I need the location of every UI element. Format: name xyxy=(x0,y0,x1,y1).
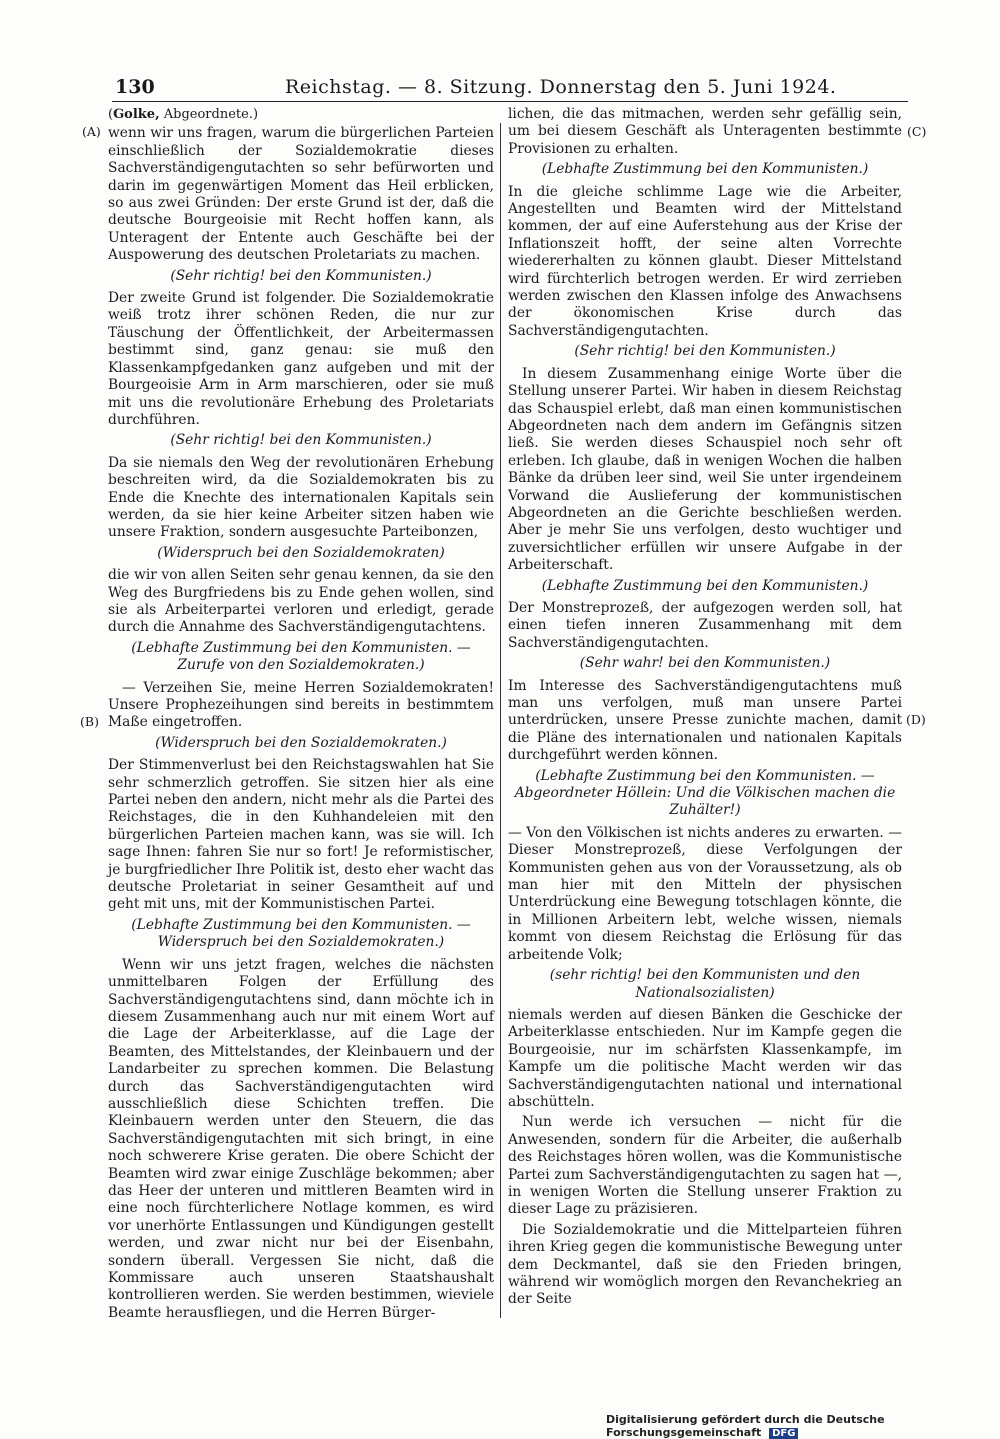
paragraph: Der zweite Grund ist folgender. Die Sozialdemokratie weiß trotz ihrer schönen Reden, die nur zur Täuschung der Öffentlichkeit, der Arbeitermassen bestimmt sind, ganz genau: sie muß den Klassenkampfgedanken ganz aufgeben und mit der Bourgeoisie Arm in Arm marschieren, oder sie muß mit uns die revolutionäre Erhebung des Proletariats durchführen. xyxy=(108,290,494,428)
interjection: (sehr richtig! bei den Kommunisten und den Nationalsozialisten) xyxy=(549,967,861,1001)
interjection: (Lebhafte Zustimmung bei den Kommunisten. — Abgeordneter Höllein: Und die Völkischen machen die Zuhälter!) xyxy=(514,767,896,819)
dfg-logo: DFG xyxy=(769,1428,798,1439)
interjection: (Lebhafte Zustimmung bei den Kommunisten.) xyxy=(541,577,869,594)
speaker-role: Abgeordnete.) xyxy=(163,107,259,122)
paragraph: — Von den Völkischen ist nichts anderes zu erwarten. — Dieser Monstreprozeß, diese Verfolgungen der Kommunisten gehen aus von der Voraussetzung, als ob man hier mit den Mitteln der physischen Unterdrückung eine Bewegung totschlagen könnte, die in Millionen Arbeitern lebt, welche wissen, niemals kommt von diesem Reichstag die Erlösung für das arbeitende Volk; xyxy=(508,824,902,963)
paragraph: Im Interesse des Sachverständigengutachtens muß man uns verfolgen, muß man unsere Partei unterdrücken, unsere Presse zunichte machen, damit die Pläne des internationalen und nationalen Kapitals durchgeführt werden können. xyxy=(508,677,902,764)
interjection: (Lebhafte Zustimmung bei den Kommunisten. — Widerspruch bei den Sozialdemokraten.) xyxy=(131,916,471,951)
paragraph: — Verzeihen Sie, meine Herren Sozialdemokraten! Unsere Prophezeihungen sind bereits in bestimmtem Maße eingetroffen. xyxy=(108,679,494,731)
interjection: (Sehr richtig! bei den Kommunisten.) xyxy=(170,267,432,284)
interjection: (Widerspruch bei den Sozialdemokraten.) xyxy=(155,734,447,751)
paragraph: Nun werde ich versuchen — nicht für die Anwesenden, sondern für die Arbeiter, die außerhalb des Reichstages hören wollen, was die Kommunistische Partei zum Sachverständigengutachten zu sagen hat —, in wenigen Worten die Stellung unserer Fraktion zu dieser Lage zu präzisieren. xyxy=(508,1114,902,1218)
paragraph: lichen, die das mitmachen, werden sehr gefällig sein, um bei diesem Geschäft als Unteragenten bestimmte Provisionen zu erhalten. xyxy=(508,106,902,157)
interjection: (Sehr richtig! bei den Kommunisten.) xyxy=(170,432,432,449)
interjection: (Widerspruch bei den Sozialdemokraten) xyxy=(157,544,445,561)
interjection: (Lebhafte Zustimmung bei den Kommunisten. — Zurufe von den Sozialdemokraten.) xyxy=(131,639,471,674)
margin-marker-a: (A) xyxy=(82,124,101,139)
interjection: (Sehr richtig! bei den Kommunisten.) xyxy=(574,343,836,360)
paragraph: die wir von allen Seiten sehr genau kennen, da sie den Weg des Burgfriedens bis zu Ende gehen wollen, sind sie als Arbeiterpartei verloren und erledigt, gerade durch die Annahme des Sachverständigengutachtens. xyxy=(108,567,494,636)
right-column xyxy=(508,106,902,1312)
running-title: Reichstag. — 8. Sitzung. Donnerstag den 5. Juni 1924. xyxy=(285,76,837,98)
margin-marker-c: (C) xyxy=(907,124,927,139)
column-separator xyxy=(500,123,501,1318)
footer-credit xyxy=(606,1413,1000,1439)
paragraph: In diesem Zusammenhang einige Worte über die Stellung unserer Partei. Wir haben in diesem Reichstag das Schauspiel erlebt, daß man einen kommunistischen Abgeordneten nach dem andern im Gefängnis sitzen ließ. Sie werden dieses Schauspiel noch sehr oft erleben. Ich glaube, daß in wenigen Wochen die halben Bänke da drüben leer sind, weil Sie unter irgendeinem Vorwand die Auslieferung der kommunistischen Abgeordneten an die Gerichte beschließen werden. Aber je mehr Sie uns verfolgen, desto wuchtiger und zuversichtlicher erfüllen wir unsere Aufgabe in der Arbeiterschaft. xyxy=(508,365,902,574)
paragraph: Der Monstreprozeß, der aufgezogen werden soll, hat einen tiefen inneren Zusammenhang mit dem Sachverständigengutachten. xyxy=(508,599,902,651)
paragraph: niemals werden auf diesen Bänken die Geschicke der Arbeiterklasse entschieden. Nur im Kampfe gegen die Bourgeoisie, nur im schärfsten Klassenkampfe, im Kampfe um die politische Macht werden wir das Sachverständigengutachten national und international abschütteln. xyxy=(508,1006,902,1110)
page-number: 130 xyxy=(115,76,155,98)
paragraph: In die gleiche schlimme Lage wie die Arbeiter, Angestellten und Beamten wird der Mittelstand kommen, der auf eine Auferstehung aus der Krise der Inflationszeit hofft, der seine alten Vorrechte wiedererhalten zu können glaubt. Dieser Mittelstand wird fürchterlich betrogen werden. Er wird zerrieben werden zwischen den Klassen infolge des Anwachsens der ökonomischen Krise durch das Sachverständigengutachten. xyxy=(508,183,902,339)
paragraph: Der Stimmenverlust bei den Reichstagswahlen hat Sie sehr schmerzlich getroffen. Sie sitzen hier als eine Partei neben den andern, nicht mehr als die Partei des Reichstages, die in den Kuhhandeleien mit den bürgerlichen Parteien machen kann, was sie will. Ich sage Ihnen: fahren Sie nur so fort! Je reformistischer, je burgfriedlicher Ihre Politik ist, desto eher wacht das deutsche Proletariat in seiner Gesamtheit auf und geht mit uns, mit der Kommunistischen Partei. xyxy=(108,757,494,913)
paragraph: Die Sozialdemokratie und die Mittelparteien führen ihren Krieg gegen die kommunistische Bewegung unter dem Deckmantel, daß sie den Frieden bringen, während wir womöglich morgen den Revanchekrieg an der Seite xyxy=(508,1221,902,1308)
page-header xyxy=(115,76,905,102)
left-column xyxy=(108,106,494,1325)
speaker-name: Golke, xyxy=(113,107,160,122)
interjection: (Lebhafte Zustimmung bei den Kommunisten.) xyxy=(541,161,869,178)
paragraph: Wenn wir uns jetzt fragen, welches die nächsten unmittelbaren Folgen der Erfüllung des Sachverständigengutachtens sind, dann möchte ich in diesem Zusammenhang auch nur mit einem Wort auf die Lage der Arbeiterklasse, auf die Lage der Beamten, des Mittelstandes, der Kleinbauern und der Landarbeiter zu sprechen kommen. Die Belastung durch das Sachverständigengutachten wird ausschließlich diese Schichten treffen. Die Kleinbauern werden unter den Steuern, die das Sachverständigengutachten mit sich bringt, in eine noch schwerere Krise geraten. Die obere Schicht der Beamten wird zwar einige Zuschläge bekommen; aber das Heer der unteren und mittleren Beamten wird in eine noch fürchterlichere Notlage kommen, es wird vor unerhörte Entlassungen und Kündigungen gestellt werden, und zwar nicht nur bei der Eisenbahn, sondern überall. Vergessen Sie nicht, daß die Kommissare auch unseren Staatshaushalt kontrollieren werden. Sie werden bestimmen, wieviele Beamte herausfliegen, und die Herren Bürger- xyxy=(108,956,494,1321)
interjection: (Sehr wahr! bei den Kommunisten.) xyxy=(579,655,831,672)
header-rule xyxy=(112,101,908,102)
footer-text: Digitalisierung gefördert durch die Deutsche Forschungsgemeinschaft xyxy=(606,1413,885,1439)
margin-marker-b: (B) xyxy=(80,714,99,729)
margin-marker-d: (D) xyxy=(906,712,926,727)
paragraph: wenn wir uns fragen, warum die bürgerlichen Parteien einschließlich der Sozialdemokratie dieses Sachverständigengutachten so sehr befürworten und darin im gegenwärtigen Moment das Heil erblicken, so aus zwei Gründen: Der erste Grund ist der, daß die deutsche Bourgeoisie mit Recht hoffen kann, als Unteragent der Entente auch Geschäfte bei der Auspowerung des deutschen Proletariats zu machen. xyxy=(108,125,494,264)
paragraph: Da sie niemals den Weg der revolutionären Erhebung beschreiten wird, da die Sozialdemokraten bis zu Ende die Knechte des internationalen Kapitals sein werden, da sie hier keine Arbeiter sitzen haben wie unsere Fraktion, sondern ausgesuchte Parteibonzen, xyxy=(108,454,494,541)
speaker-line: (Golke, Abgeordnete.) xyxy=(108,107,259,122)
